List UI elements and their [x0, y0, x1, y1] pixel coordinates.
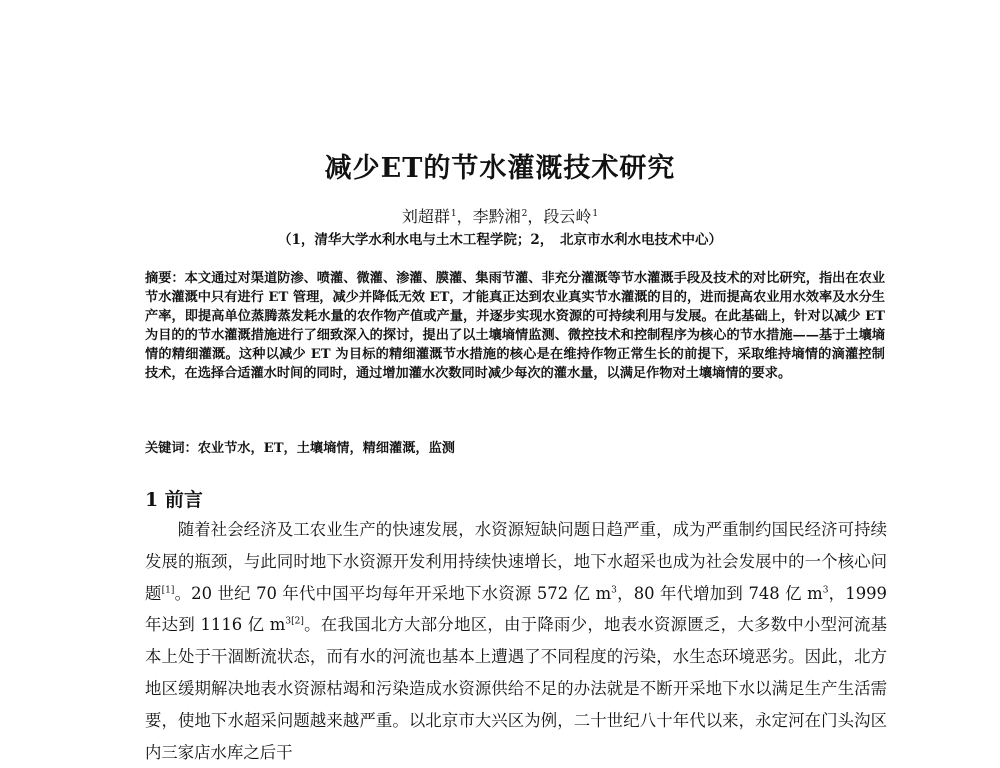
abstract	[145, 270, 885, 383]
abstract-text: 本文通过对渠道防渗、喷灌、微灌、渗灌、膜灌、集雨节灌、非充分灌溉等节水灌溉手段及技术的对比研究，指出在农业节水灌溉中只有进行 ET 管理，减少并降低无效 ET，才能真正达到农业真实节水灌溉的目的，进而提高农业用水效率及水分生产率，即提高单位蒸腾蒸发耗水量的农作物产值或产量，并逐步实现水资源的可持续利用与发展。在此基础上，针对以减少 ET 为目的的节水灌溉措施进行了细致深入的探讨，提出了以土壤墒情监测、微控技术和控制程序为核心的节水措施——基于土壤墒情的精细灌溉。这种以减少 ET 为目标的精细灌溉节水措施的核心是在维持作物正常生长的前提下，采取维持墒情的滴灌控制技术，在选择合适灌水时间的同时，通过增加灌水次数同时减少每次的灌水量，以满足作物对土壤墒情的要求。	[145, 271, 886, 381]
body-text-run: 。20 世纪 70 年代中国平均每年开采地下水资源 572 亿 m	[174, 583, 612, 603]
body-text-run: 随着社会经济及工农业生产的快速发展，水资源短缺问题日趋严重，成为严重制约国民经济可持续发展的瓶颈，与此同时地下水资源开发利用持续快速增长，地下水超采也成为社会发展中的一个核心问题	[145, 520, 887, 603]
author-list	[0, 204, 1000, 227]
unit-superscript: 3	[822, 585, 829, 596]
body-text-run: ，1999 年达到 1116 亿 m	[145, 583, 887, 635]
body-text	[145, 514, 887, 768]
unit-superscript: 3	[611, 585, 617, 596]
keywords	[145, 437, 885, 456]
body-text-run: 。在我国北方大部分地区，由于降雨少，地表水资源匮乏，大多数中小型河流基本上处于干涸断流状态，而有水的河流也基本上遭遇了不同程度的污染，水生态环境恶劣。因此，北方地区缓期解决地表水资源枯竭和污染造成水资源供给不足的办法就是不断开采地下水以满足生产生活需要，使地下水超采问题越来越严重。以北京市大兴区为例，二十世纪八十年代以来，永定河在门头沟区内三家店水库之后干	[145, 615, 888, 762]
body-paragraph	[145, 514, 887, 768]
keywords-text: 农业节水，ET，土壤墒情，精细灌溉，监测	[197, 441, 455, 456]
keywords-label: 关键词：	[145, 441, 198, 456]
author-name: 李黔湘	[472, 207, 521, 226]
author-separator: ，	[456, 207, 473, 226]
paper-title: 减少ET的节水灌溉技术研究	[324, 153, 676, 184]
section-heading: 1 前言	[145, 489, 203, 511]
author-separator: ，	[527, 207, 544, 226]
author-name: 段云岭	[543, 207, 592, 226]
author-name: 刘超群	[401, 207, 450, 226]
author-affiliation-mark: 2	[521, 208, 528, 219]
body-text-run: ，80 年代增加到 748 亿 m	[616, 583, 823, 603]
citation-ref: [1]	[161, 585, 175, 596]
abstract-label: 摘要：	[145, 271, 185, 286]
author-affiliation-mark: 1	[450, 208, 457, 219]
affiliations: （1，清华大学水利水电与土木工程学院；2， 北京市水利水电技术中心）	[277, 232, 723, 248]
unit-superscript-citation: 3[2]	[285, 616, 304, 627]
author-affiliation-mark: 1	[592, 208, 599, 219]
